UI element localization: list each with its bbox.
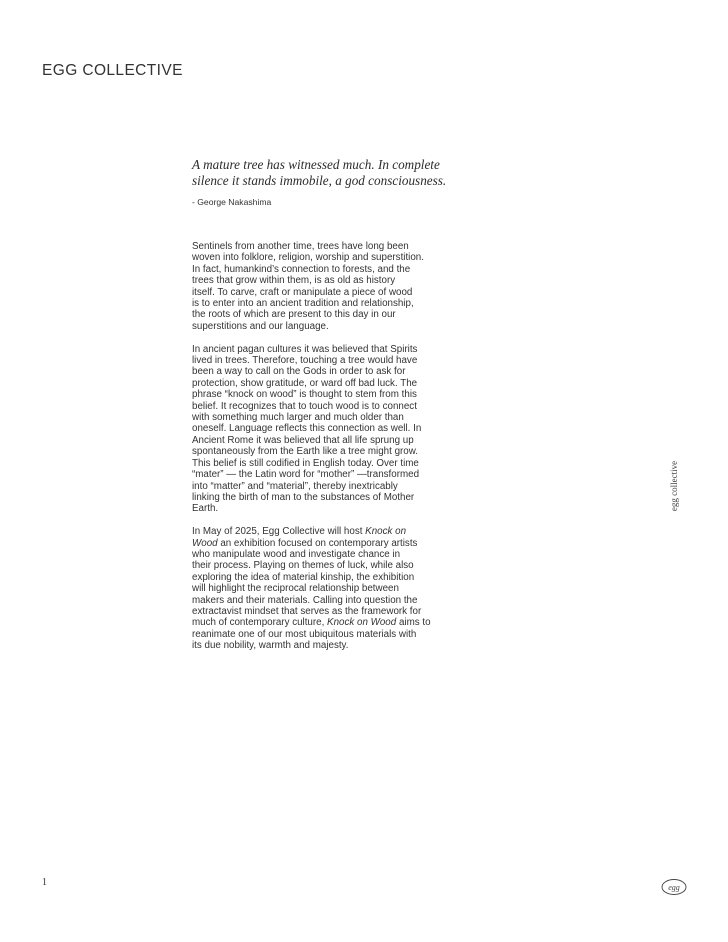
text-line: woven into folklore, religion, worship and superstition.: [192, 252, 424, 264]
pull-quote: [192, 157, 492, 188]
text-line: [192, 526, 492, 537]
text-line: superstitions and our language.: [192, 320, 329, 332]
text-segment: much of contemporary culture,: [192, 617, 328, 629]
exhibition-title: Knock on Wood: [327, 617, 397, 629]
text-line: extractavist mindset that serves as the framework for: [192, 605, 422, 617]
text-line: [192, 617, 492, 628]
text-line: will highlight the reciprocal relationship between: [192, 583, 399, 595]
text-line: Sentinels from another time, trees have long been: [192, 241, 409, 252]
text-line: [192, 538, 492, 549]
text-line: In ancient pagan cultures it was believed that Spirits: [192, 343, 418, 355]
text-line: the roots of which are present to this day in our: [192, 309, 396, 321]
brand-title: EGG COLLECTIVE: [42, 62, 183, 79]
paragraph-2: [192, 344, 492, 515]
text-line: oneself. Language reflects this connection as well. In: [192, 423, 422, 435]
text-line: phrase “knock on wood” is thought to stem from this: [192, 389, 417, 401]
text-segment: an exhibition focused on contemporary artists: [217, 537, 418, 549]
text-line: trees that grow within them, is as old as history: [192, 275, 396, 287]
text-line: been a way to call on the Gods in order to ask for: [192, 366, 406, 378]
text-line: protection, show gratitude, or ward off bad luck. The: [192, 377, 418, 389]
text-line: In fact, humankind’s connection to forests, and the: [192, 263, 411, 275]
text-line: makers and their materials. Calling into question the: [192, 594, 418, 606]
text-line: who manipulate wood and investigate chance in: [192, 548, 401, 560]
logo-text: egg: [668, 883, 680, 892]
text-line: itself. To carve, craft or manipulate a piece of wood: [192, 286, 413, 298]
text-line: belief. It recognizes that to touch wood is to connect: [192, 400, 417, 412]
text-line: their process. Playing on themes of luck, while also: [192, 560, 414, 572]
exhibition-title: Wood: [192, 537, 218, 549]
page-number: 1: [42, 877, 47, 888]
text-segment: In May of 2025, Egg Collective will host: [192, 526, 366, 538]
quote-line: silence it stands immobile, a god consciousness.: [192, 172, 447, 188]
text-segment: aims to: [396, 617, 431, 629]
text-line: Ancient Rome it was believed that all life sprung up: [192, 434, 414, 446]
paragraph-1: [192, 241, 492, 332]
exhibition-title: Knock on: [365, 526, 407, 538]
text-line: lived in trees. Therefore, touching a tree would have: [192, 355, 418, 367]
text-line: “mater” — the Latin word for “mother” —transformed: [192, 469, 420, 481]
quote-line: A mature tree has witnessed much. In complete: [192, 157, 440, 172]
text-line: spontaneously from the Earth like a tree might grow.: [192, 446, 418, 458]
quote-attribution: - George Nakashima: [192, 197, 272, 207]
text-line: its due nobility, warmth and majesty.: [192, 640, 349, 652]
text-line: is to enter into an ancient tradition and relationship,: [192, 298, 414, 310]
text-line: into “matter” and “material”, thereby inextricably: [192, 480, 398, 492]
text-line: This belief is still codified in English today. Over time: [192, 457, 419, 469]
text-line: linking the birth of man to the substances of Mother: [192, 491, 415, 503]
side-brand-label: egg collective: [669, 460, 679, 512]
paragraph-3: [192, 526, 492, 651]
egg-logo-icon: [661, 878, 687, 896]
body-text: [192, 241, 492, 663]
text-line: Earth.: [192, 503, 219, 515]
text-line: exploring the idea of material kinship, the exhibition: [192, 571, 415, 583]
text-line: with something much larger and much older than: [192, 412, 404, 424]
text-line: reanimate one of our most ubiquitous materials with: [192, 628, 417, 640]
